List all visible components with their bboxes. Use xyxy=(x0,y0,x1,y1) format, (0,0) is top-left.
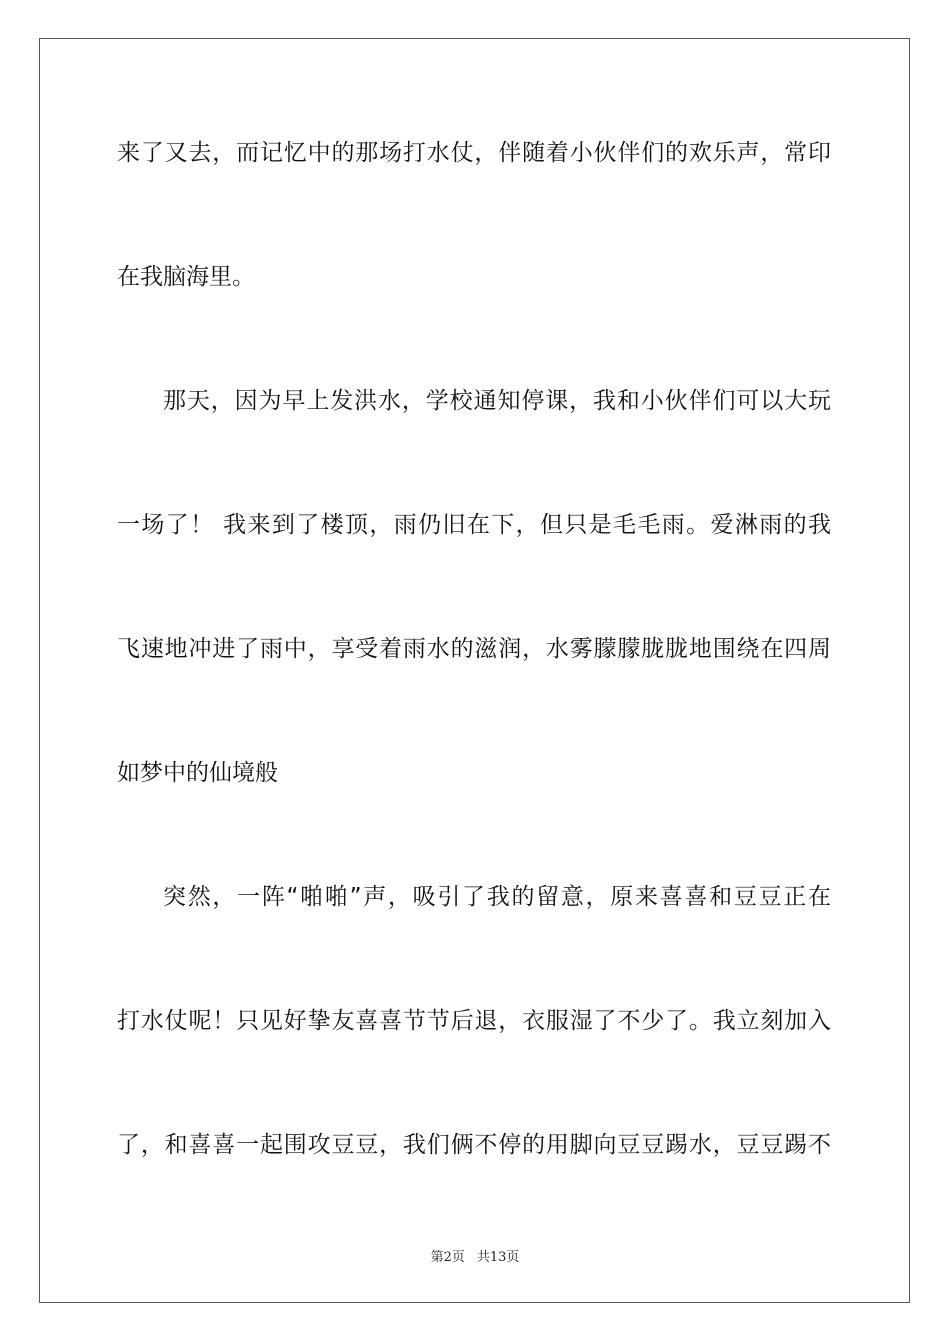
text-line-7: 突然，一阵“啪啪”声，吸引了我的留意，原来喜喜和豆豆正在 xyxy=(163,884,831,910)
text-line-8: 打水仗呢！只见好挚友喜喜节节后退，衣服湿了不少了。我立刻加入 xyxy=(117,1008,831,1034)
page-total: 共13页 xyxy=(476,1250,520,1265)
text-line-9: 了，和喜喜一起围攻豆豆，我们俩不停的用脚向豆豆踢水，豆豆踢不 xyxy=(117,1132,831,1158)
text-line-3: 那天，因为早上发洪水，学校通知停课，我和小伙伴们可以大玩 xyxy=(163,388,831,414)
text-line-6: 如梦中的仙境般 xyxy=(117,760,278,786)
text-line-5: 飞速地冲进了雨中，享受着雨水的滋润，水雾朦朦胧胧地围绕在四周 xyxy=(117,636,831,662)
page-number: 第2页 xyxy=(430,1250,465,1265)
page-footer xyxy=(0,1249,950,1267)
text-line-2: 在我脑海里。 xyxy=(117,264,255,290)
page-border xyxy=(39,38,910,1303)
text-line-4: 一场了！ 我来到了楼顶，雨仍旧在下，但只是毛毛雨。爱淋雨的我 xyxy=(117,512,831,538)
text-line-1: 来了又去，而记忆中的那场打水仗，伴随着小伙伴们的欢乐声，常印 xyxy=(117,140,831,166)
